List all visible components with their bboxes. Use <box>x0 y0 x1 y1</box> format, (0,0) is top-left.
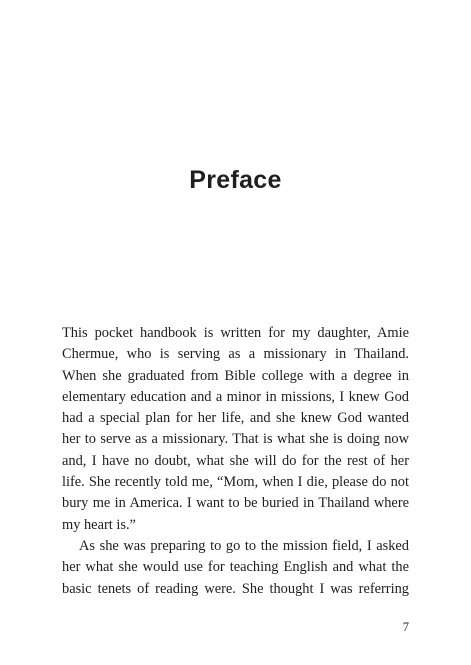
paragraph-1 <box>62 323 409 536</box>
text-line: my heart is.” <box>62 516 136 533</box>
text-line: had a special plan for her life, and she knew God wanted <box>62 410 409 427</box>
text-line: bury me in America. I want to be buried in Thailand where <box>62 495 409 512</box>
text-line: life. She recently told me, “Mom, when I die, please do not <box>62 474 409 491</box>
text-line: elementary education and a minor in missions, I knew God <box>62 388 409 405</box>
text-line: This pocket handbook is written for my daughter, Amie <box>62 325 409 341</box>
page-title: Preface <box>189 166 282 194</box>
text-line: her what she would use for teaching English and what the <box>62 559 409 576</box>
text-line: basic tenets of reading were. She thought I was referring <box>62 580 409 597</box>
text-line: Chermue, who is serving as a missionary in Thailand. <box>62 346 409 363</box>
text-line: and, I have no doubt, what she will do for the rest of her <box>62 452 409 469</box>
page-number: 7 <box>402 620 409 634</box>
paragraph-2 <box>62 536 409 600</box>
body-text <box>62 323 409 600</box>
text-line: As she was preparing to go to the mission field, I asked <box>79 537 409 554</box>
text-line: her to serve as a missionary. That is what she is doing now <box>62 431 409 448</box>
text-line: When she graduated from Bible college with a degree in <box>62 367 409 384</box>
